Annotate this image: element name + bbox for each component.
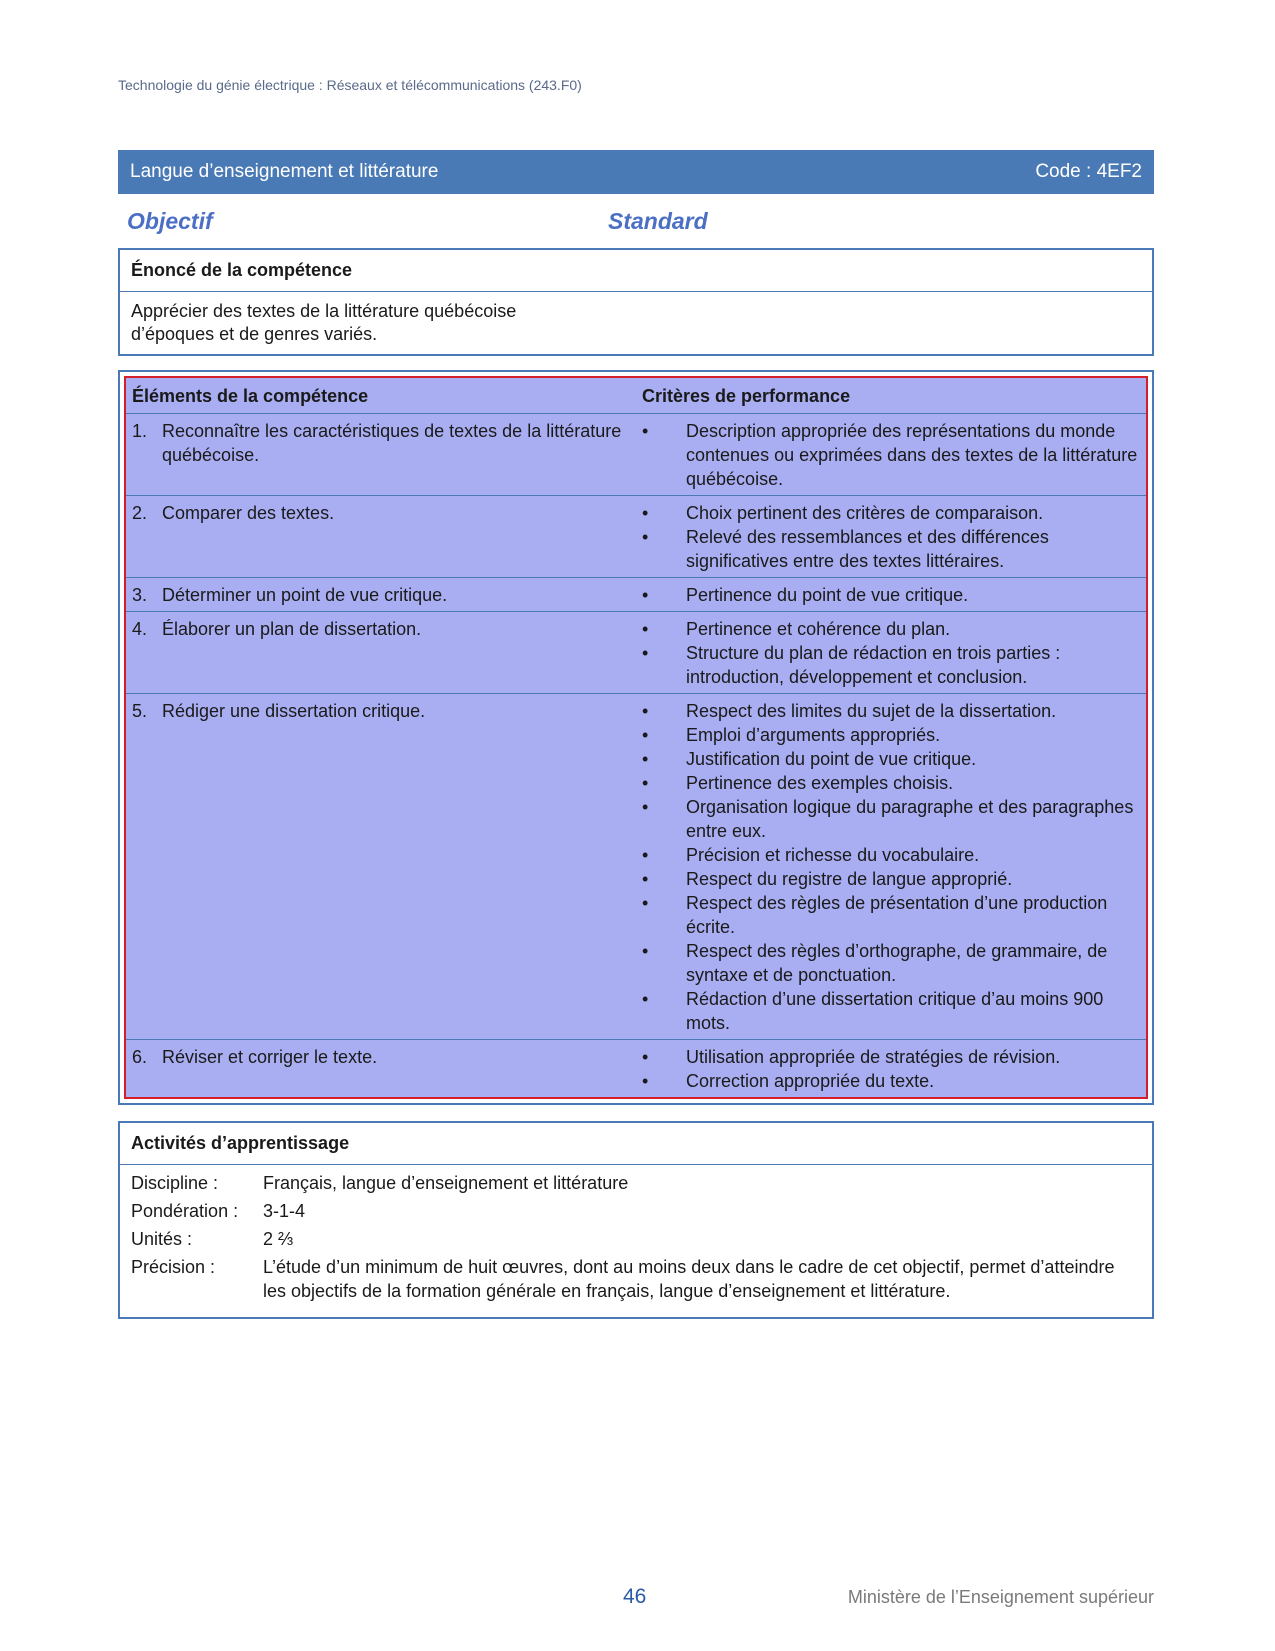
criterion-item: • Respect des règles de présentation d’une production écrite. [642,891,1140,939]
standard-label: Standard [608,208,708,234]
criterion-item: • Justification du point de vue critique. [642,747,1140,771]
criteria-cell [636,496,1147,578]
element-cell [125,496,636,578]
criterion-item: • Utilisation appropriée de stratégies de révision. [642,1045,1140,1069]
element-text: Rédiger une dissertation critique. [162,701,426,721]
criteres-header: Critères de performance [636,377,1147,414]
table-row [125,414,1147,496]
element-text: Comparer des textes. [162,503,335,523]
table-row [125,694,1147,1040]
activity-row [131,1171,1141,1195]
ministere-footer: Ministère de l’Enseignement supérieur [847,1587,1154,1607]
element-text: Élaborer un plan de dissertation. [162,619,422,639]
course-title-bar [118,150,1154,194]
element-number: 5. [132,701,148,721]
criteria-cell [636,612,1147,694]
criterion-item: • Pertinence et cohérence du plan. [642,617,1140,641]
enonce-text: Apprécier des textes de la littérature québécoise d’époques et de genres variés. [131,301,517,344]
element-cell [125,414,636,496]
activity-row [131,1227,1141,1251]
activity-label: Unités : [131,1229,193,1249]
running-head: Technologie du génie électrique : Réseaux et télécommunications (243.F0) [118,77,582,93]
criterion-item: • Correction appropriée du texte. [642,1069,1140,1093]
element-cell [125,1040,636,1099]
activites-body [120,1165,1152,1317]
criterion-item: • Respect des règles d’orthographe, de grammaire, de syntaxe et de ponctuation. [642,939,1140,987]
criterion-item: • Rédaction d’une dissertation critique d’au moins 900 mots. [642,987,1140,1035]
page-number: 46 [623,1585,647,1608]
element-number: 1. [132,421,148,441]
criterion-item: • Pertinence des exemples choisis. [642,771,1140,795]
activity-row [131,1255,1141,1303]
criteria-cell [636,694,1147,1040]
activity-value: L’étude d’un minimum de huit œuvres, dont au moins deux dans le cadre de cet objectif, permet d’atteindre les objectifs de la formation générale en français, langue d’enseignement et littérature. [263,1257,1115,1301]
criteria-cell [636,1040,1147,1099]
criteria-cell [636,578,1147,612]
course-code: Code : 4EF2 [1035,161,1142,182]
element-cell [125,578,636,612]
element-text: Réviser et corriger le texte. [162,1047,378,1067]
element-number: 2. [132,503,148,523]
element-text: Déterminer un point de vue critique. [162,585,448,605]
element-number: 4. [132,619,148,639]
activity-label: Précision : [131,1257,216,1277]
enonce-heading: Énoncé de la compétence [120,250,1152,292]
course-title: Langue d’enseignement et littérature [130,161,439,182]
criterion-item: • Choix pertinent des critères de comparaison. [642,501,1140,525]
objective-row [118,208,1154,238]
elements-header: Éléments de la compétence [125,377,636,414]
competence-box [118,370,1154,1105]
activity-value: Français, langue d’enseignement et littérature [263,1173,629,1193]
criterion-item: • Description appropriée des représentations du monde contenues ou exprimées dans des textes de la littérature québécoise. [642,419,1140,491]
activites-heading: Activités d’apprentissage [120,1123,1152,1165]
activites-box [118,1121,1154,1319]
table-row [125,496,1147,578]
element-text: Reconnaître les caractéristiques de textes de la littérature québécoise. [162,421,622,465]
element-cell [125,612,636,694]
element-number: 6. [132,1047,148,1067]
element-number: 3. [132,585,148,605]
objective-label: Objectif [127,208,213,234]
criteria-cell [636,414,1147,496]
criterion-item: • Structure du plan de rédaction en trois parties : introduction, développement et conclusion. [642,641,1140,689]
activity-value: 3-1-4 [263,1201,306,1221]
table-row [125,1040,1147,1099]
criterion-item: • Relevé des ressemblances et des différences significatives entre des textes littéraires. [642,525,1140,573]
activity-row [131,1199,1141,1223]
element-cell [125,694,636,1040]
competence-rows [125,414,1147,1099]
criterion-item: • Pertinence du point de vue critique. [642,583,1140,607]
activity-label: Pondération : [131,1201,239,1221]
table-row [125,578,1147,612]
criterion-item: • Précision et richesse du vocabulaire. [642,843,1140,867]
criterion-item: • Emploi d’arguments appropriés. [642,723,1140,747]
criterion-item: • Respect du registre de langue approprié. [642,867,1140,891]
activity-value: 2 ⅔ [263,1229,294,1249]
table-row [125,612,1147,694]
criterion-item: • Organisation logique du paragraphe et des paragraphes entre eux. [642,795,1140,843]
competence-table [124,376,1148,1099]
criterion-item: • Respect des limites du sujet de la dissertation. [642,699,1140,723]
activity-label: Discipline : [131,1173,219,1193]
enonce-box [118,248,1154,356]
